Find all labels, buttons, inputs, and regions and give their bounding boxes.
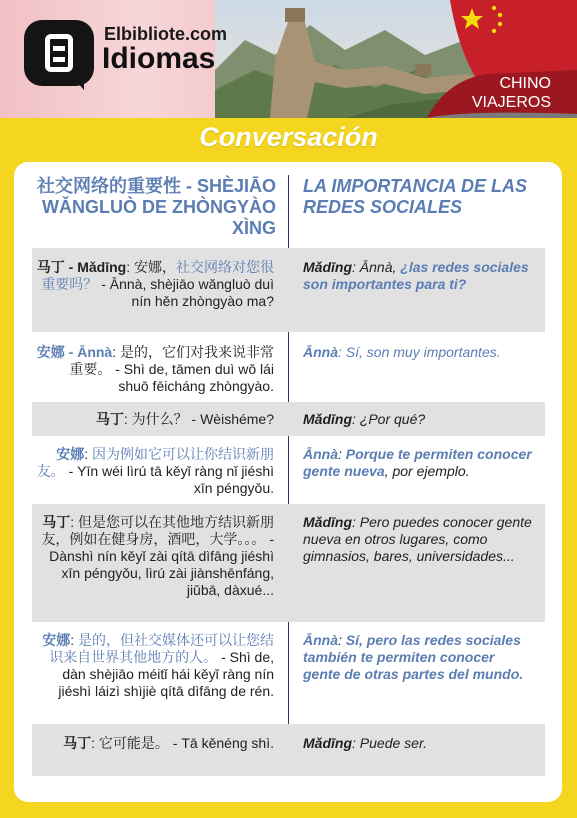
chinese-line: [36, 735, 274, 752]
chinese-line: [36, 632, 274, 700]
speaker-name: 安娜: [36, 344, 65, 360]
line-text: :: [70, 632, 78, 648]
speaker-name: 马丁: [95, 411, 124, 427]
line-highlight: ¿las redes sociales son importantes para ti?: [303, 259, 529, 292]
spanish-line: [303, 344, 535, 361]
chinese-line: [36, 446, 274, 497]
speaker-name: Ānnà: [303, 632, 338, 648]
speaker-name: 安娜: [42, 632, 71, 648]
line-tail: Sí, son muy importantes.: [345, 344, 501, 360]
line-pinyin: - Wèishéme?: [187, 411, 274, 427]
ribbon-line1: CHINO: [499, 75, 551, 92]
speaker-name: Mǎdīng: [303, 411, 352, 427]
line-tail: , por ejemplo.: [384, 463, 470, 479]
chinese-line: [36, 411, 274, 428]
heading-spanish: LA IMPORTANCIA DE LAS REDES SOCIALES: [303, 176, 527, 217]
line-text: :: [338, 446, 346, 462]
line-text: :: [84, 446, 92, 462]
chinese-line: [36, 514, 274, 599]
line-highlight: Porque te permiten conocer gente nueva: [303, 446, 532, 479]
ribbon-label: [472, 74, 551, 112]
spanish-line: [303, 514, 535, 565]
spanish-line: [303, 632, 535, 683]
line-highlight: 社交网络对您很重要吗？: [41, 259, 274, 292]
speaker-name: Mǎdīng: [303, 259, 352, 275]
line-highlight: Sí, pero las redes sociales también te permiten conocer gente de otras partes del mundo.: [303, 632, 524, 682]
spanish-line: [303, 411, 535, 428]
speaker-name: 马丁: [42, 514, 71, 530]
ribbon-line2: VIAJEROS: [471, 94, 551, 111]
speaker-pinyin: - Mǎdīng: [64, 259, 127, 275]
speaker-name: 安娜: [56, 446, 85, 462]
speaker-name: Mǎdīng: [303, 514, 352, 530]
spanish-line: [303, 446, 535, 480]
line-pinyin: - Dànshì nín kěyǐ zài qítā dìfāng jiéshì xīn péngyǒu, lìrú zài jiànshēnfáng, jiǔbā, dàxué...: [49, 531, 274, 598]
line-pinyin: - Shì de, dàn shèjiāo méitǐ hái kěyǐ ràng nín jiéshì láizì shìjiè qítā dìfāng de rén.: [58, 649, 274, 699]
line-pinyin: - Shì de, tāmen duì wǒ lái shuō fēicháng zhòngyào.: [111, 361, 274, 394]
line-text: : Puede ser.: [352, 735, 427, 751]
logo-speech-tail: [70, 74, 84, 90]
speaker-name: Mǎdīng: [303, 735, 352, 751]
brand-name[interactable]: Idiomas: [102, 42, 216, 75]
speaker-pinyin: - Ānnà: [64, 344, 113, 360]
line-text: :: [338, 344, 346, 360]
line-text: : 为什么？: [123, 411, 188, 427]
header: [0, 0, 577, 118]
spanish-line: [303, 735, 535, 752]
line-text: : 安娜，: [126, 259, 176, 275]
chinese-line: [36, 259, 274, 310]
speaker-name: 马丁: [63, 735, 92, 751]
line-pinyin: - Tā kěnéng shì.: [168, 735, 274, 751]
line-text: : ¿Por qué?: [352, 411, 426, 427]
speaker-name: Ānnà: [303, 344, 338, 360]
line-text: : Pero puedes conocer gente nueva en otros lugares, como gimnasios, bares, universidades...: [303, 514, 532, 564]
speaker-name: Ānnà: [303, 446, 338, 462]
brand-site[interactable]: Elbibliote.com: [104, 24, 228, 44]
line-pinyin: - Yīn wéi lìrú tā kěyǐ ràng nǐ jiéshì xīn péngyǒu.: [64, 463, 274, 496]
speaker-name: 马丁: [36, 259, 65, 275]
line-highlight: 是的，但社交媒体还可以让您结识来自世界其他地方的人。: [49, 632, 274, 665]
line-text: : Ānnà,: [352, 259, 401, 275]
spanish-line: [303, 259, 535, 293]
line-pinyin: - Ānnà, shèjiāo wǎngluò duì nín hěn zhòngyào ma?: [97, 276, 274, 309]
line-text: : 它可能是。: [91, 735, 169, 751]
page-title: Conversación: [199, 122, 378, 152]
heading-chinese: 社交网络的重要性 - SHÈJIĀO WǍNGLUÒ DE ZHÒNGYÀO XÌNG: [36, 176, 276, 238]
chinese-line: [36, 344, 274, 395]
line-highlight: 因为例如它可以让你结识新朋友。: [36, 446, 274, 479]
line-text: : 但是您可以在其他地方结识新朋友，例如在健身房，酒吧，大学。。。: [41, 514, 274, 547]
line-text: :: [338, 632, 346, 648]
line-text: : 是的，它们对我来说非常重要。: [69, 344, 274, 377]
